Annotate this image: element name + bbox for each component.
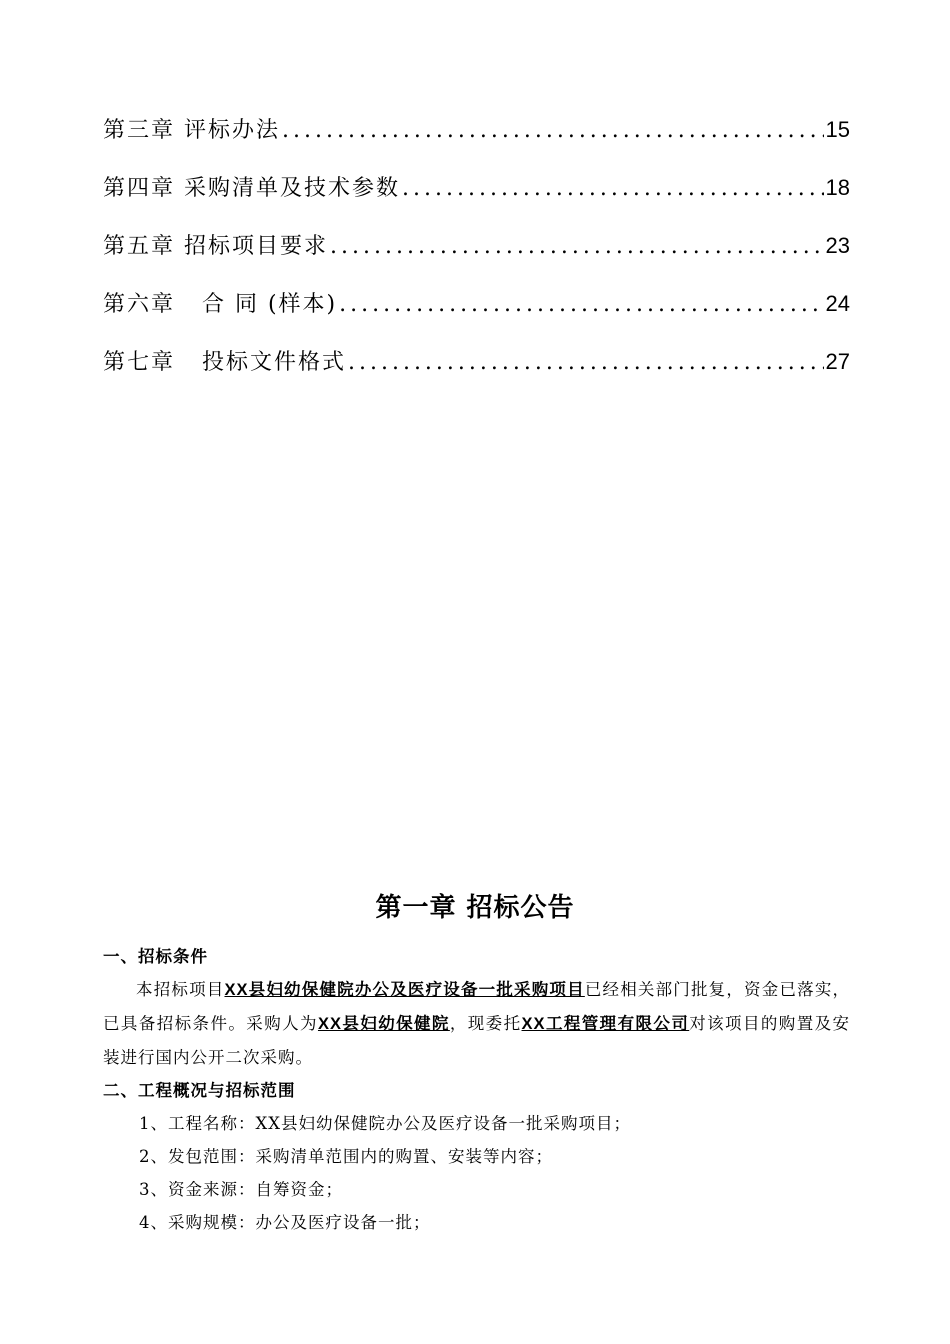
section-heading: 一、招标条件 [103, 947, 208, 966]
toc-entry-title: 第三章 评标办法 [103, 118, 280, 143]
toc-entry-title: 第六章 合 同 (样本) [103, 292, 338, 317]
toc-entry-page: 24 [825, 291, 850, 316]
chapter-title: 第一章 招标公告 [375, 893, 575, 923]
paragraph-text: 已经相关部门批复，资金已落实，已具备招标条件。采购人为 [103, 980, 851, 1033]
project-name: XX县妇幼保健院办公及医疗设备一批采购项目 [224, 981, 585, 999]
toc-entry-page: 18 [825, 175, 850, 200]
agent-name: XX工程管理有限公司 [521, 1015, 690, 1033]
toc-entry-title: 第七章 投标文件格式 [103, 350, 346, 375]
toc-entry-page: 15 [825, 117, 850, 142]
toc-entry[interactable] [103, 108, 850, 166]
purchaser-name: XX县妇幼保健院 [317, 1015, 450, 1033]
toc-leader-dots [402, 167, 824, 211]
toc-leader-dots [348, 341, 824, 385]
list-item: 4、采购规模：办公及医疗设备一批； [139, 1213, 431, 1232]
toc-entry-page: 27 [825, 349, 850, 374]
toc-leader-dots [282, 109, 824, 153]
toc-entry[interactable] [103, 166, 850, 224]
list-item: 2、发包范围：采购清单范围内的购置、安装等内容； [139, 1147, 553, 1166]
toc-entry-page: 23 [825, 233, 850, 258]
toc-entry[interactable] [103, 340, 850, 398]
list-item: 1、工程名称：XX县妇幼保健院办公及医疗设备一批采购项目； [139, 1114, 631, 1133]
toc-entry-title: 第五章 招标项目要求 [103, 234, 328, 259]
section-heading: 二、工程概况与招标范围 [103, 1081, 296, 1100]
paragraph [103, 973, 850, 1074]
paragraph-text: 本招标项目 [136, 980, 225, 999]
list-item: 3、资金来源：自筹资金； [139, 1180, 343, 1199]
toc-leader-dots [330, 225, 824, 269]
toc-entry[interactable] [103, 224, 850, 282]
paragraph-text: ，现委托 [449, 1014, 522, 1033]
paragraph-text: 对该项目的购置及安装进行国内公开二次采购。 [103, 1014, 851, 1067]
toc-entry-title: 第四章 采购清单及技术参数 [103, 176, 400, 201]
toc-leader-dots [339, 283, 823, 327]
document-body [103, 940, 850, 1239]
toc-entry[interactable] [103, 282, 850, 340]
table-of-contents [103, 108, 850, 398]
